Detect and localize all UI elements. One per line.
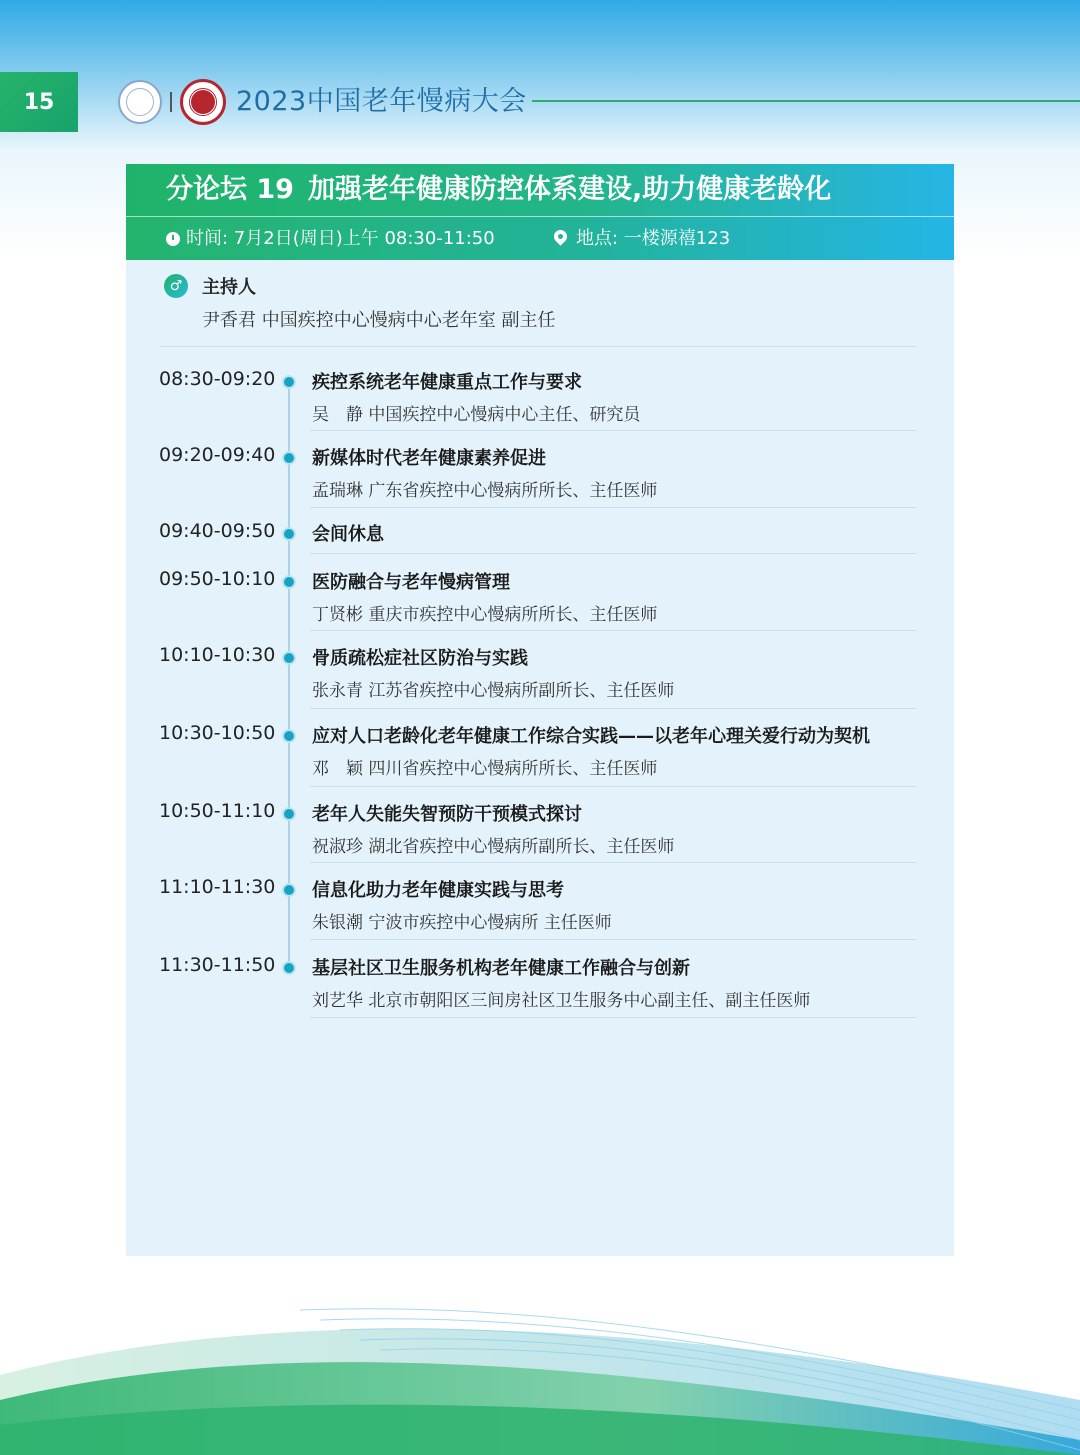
timeline-dot-icon — [282, 451, 296, 465]
clock-icon — [166, 232, 180, 246]
timeline-dot-icon — [282, 375, 296, 389]
row-divider — [310, 708, 916, 709]
forum-number: 分论坛 19 — [166, 174, 294, 205]
agenda-time: 10:50-11:10 — [159, 800, 276, 822]
agenda-time: 11:30-11:50 — [159, 954, 276, 976]
host-divider — [160, 346, 916, 347]
conference-title: 2023中国老年慢病大会 — [236, 86, 527, 117]
agenda-topic: 新媒体时代老年健康素养促进 — [312, 448, 546, 469]
agenda-speaker: 张永青 江苏省疾控中心慢病所副所长、主任医师 — [312, 681, 675, 701]
row-divider — [310, 430, 916, 431]
association-logo-icon — [118, 80, 162, 124]
agenda-topic: 基层社区卫生服务机构老年健康工作融合与创新 — [312, 958, 690, 979]
timeline-dot-icon — [282, 527, 296, 541]
agenda-time: 08:30-09:20 — [159, 368, 276, 390]
forum-card — [126, 164, 954, 1256]
timeline-dot-icon — [282, 807, 296, 821]
decorative-waves — [0, 1290, 1080, 1455]
agenda-speaker: 吴 静 中国疾控中心慢病中心主任、研究员 — [312, 405, 641, 425]
timeline-dot-icon — [282, 961, 296, 975]
header-divider — [532, 100, 1080, 102]
agenda-speaker: 刘艺华 北京市朝阳区三间房社区卫生服务中心副主任、副主任医师 — [312, 991, 811, 1011]
forum-time — [166, 217, 495, 260]
agenda-speaker: 邓 颖 四川省疾控中心慢病所所长、主任医师 — [312, 759, 658, 779]
host-title: 主持人 — [202, 277, 256, 298]
agenda-topic: 医防融合与老年慢病管理 — [312, 572, 510, 593]
forum-location-text: 地点: 一楼源禧123 — [576, 228, 731, 249]
timeline-dot-icon — [282, 883, 296, 897]
agenda-time: 09:50-10:10 — [159, 568, 276, 590]
agenda-topic: 信息化助力老年健康实践与思考 — [312, 880, 564, 901]
location-pin-icon — [551, 227, 569, 245]
agenda-time: 10:30-10:50 — [159, 722, 276, 744]
forum-title: 加强老年健康防控体系建设,助力健康老龄化 — [307, 174, 832, 205]
agenda-topic: 会间休息 — [312, 524, 384, 545]
row-divider — [310, 786, 916, 787]
agenda-topic: 疾控系统老年健康重点工作与要求 — [312, 372, 582, 393]
page-number: 15 — [0, 72, 78, 132]
forum-location — [554, 217, 730, 260]
row-divider — [310, 939, 916, 940]
host-name: 尹香君 中国疾控中心慢病中心老年室 副主任 — [202, 310, 556, 331]
forum-header — [126, 164, 954, 217]
row-divider — [310, 862, 916, 863]
agenda-time: 09:20-09:40 — [159, 444, 276, 466]
agenda-speaker: 祝淑珍 湖北省疾控中心慢病所副所长、主任医师 — [312, 837, 675, 857]
timeline-dot-icon — [282, 651, 296, 665]
host-person-icon: ♂ — [164, 274, 188, 298]
logo-separator — [170, 92, 172, 112]
agenda-topic: 老年人失能失智预防干预模式探讨 — [312, 804, 582, 825]
agenda-topic: 骨质疏松症社区防治与实践 — [312, 648, 528, 669]
row-divider — [310, 507, 916, 508]
forum-info-bar — [126, 217, 954, 260]
agenda-speaker: 朱银潮 宁波市疾控中心慢病所 主任医师 — [312, 913, 612, 933]
header-logos — [118, 80, 226, 124]
agenda-speaker: 丁贤彬 重庆市疾控中心慢病所所长、主任医师 — [312, 605, 658, 625]
agenda-speaker: 孟瑞琳 广东省疾控中心慢病所所长、主任医师 — [312, 481, 658, 501]
agenda-time: 10:10-10:30 — [159, 644, 276, 666]
university-seal-icon — [180, 79, 226, 125]
timeline-dot-icon — [282, 729, 296, 743]
forum-time-text: 时间: 7月2日(周日)上午 08:30-11:50 — [186, 228, 495, 249]
row-divider — [310, 630, 916, 631]
agenda-time: 11:10-11:30 — [159, 876, 276, 898]
timeline-dot-icon — [282, 575, 296, 589]
agenda-time: 09:40-09:50 — [159, 520, 276, 542]
row-divider — [310, 1017, 916, 1018]
row-divider — [310, 553, 916, 554]
agenda-topic: 应对人口老龄化老年健康工作综合实践——以老年心理关爱行动为契机 — [312, 726, 870, 747]
